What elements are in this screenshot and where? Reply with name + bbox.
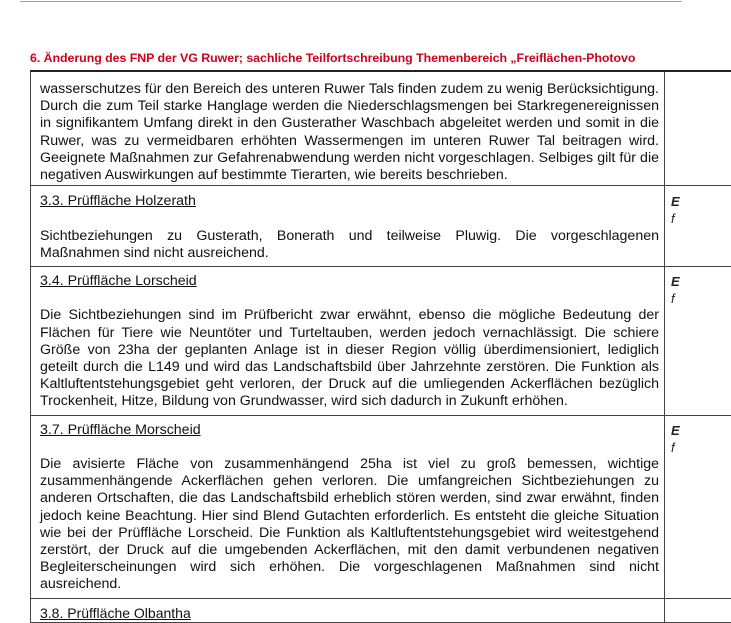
table-cell-side (665, 186, 731, 266)
section-heading: 3.3. Prüffläche Holzerath (40, 193, 196, 210)
table-cell-text (31, 72, 665, 185)
paragraph: Die Sichtbeziehungen sind im Prüfbericht zwar erwähnt, ebenso die mögliche Bedeutung der Flächen für Tiere wie Neuntöter und Turteltauben, werden jedoch vernachlässigt. Die schiere Größe von 23ha der geplanten Anlage ist in dieser Region völlig überdimensioniert, lediglich geteilt durch die L149 und wird das Landschaftsbild über Jahrzehnte zerstören. Die Funktion als Kaltluftentstehungsgebiet geht verloren, der Druck auf die umliegenden Ackerflächen bezüglich Trockenheit, Hitze, Bildung von Grundwasser, wird sich dadurch in Zukunft erhöhen. (40, 307, 659, 410)
top-rule (20, 1, 682, 2)
document-header: 6. Änderung des FNP der VG Ruwer; sachliche Teilfortschreibung Themenbereich „Freiflächen-Photovo (30, 51, 636, 65)
table-cell-side (665, 72, 731, 185)
table-row (31, 267, 731, 416)
side-text: f (671, 439, 675, 455)
side-text: E (671, 194, 680, 210)
side-text: E (671, 274, 680, 290)
paragraph: Die avisierte Fläche von zusammenhängend 25ha ist viel zu groß bemessen, wichtige zusammenhängende Ackerflächen gehen verloren. Die umfangreichen Sichtbeziehungen zu anderen Ortschaften, die das Landschaftsbild erheblich stören werden, sind zwar erwähnt, finden jedoch keine Beachtung. Hier sind Blend Gutachten erforderlich. Es entsteht die gleiche Situation wie bei der Prüffläche Lorscheid. Die Funktion als Kaltluftentstehungsgebiet wird weitestgehend zerstört, der Druck auf die umgebenden Ackerflächen, mit den damit verbundenen negativen Begleiterscheinungen wird sich erhöhen. Die vorgeschlagenen Maßnahmen sind nicht ausreichend. (40, 456, 659, 593)
paragraph: Sichtbeziehungen zu Gusterath, Bonerath und teilweise Pluwig. Die vorgeschlagenen Maßnahmen sind nicht ausreichend. (40, 227, 659, 261)
table-cell-text (31, 186, 665, 266)
table-cell-side (665, 267, 731, 415)
table-row (31, 416, 731, 599)
comment-table (30, 70, 731, 623)
table-row (31, 186, 731, 267)
side-text: f (671, 291, 675, 307)
side-text: E (671, 422, 680, 438)
table-cell-side (665, 416, 731, 598)
section-heading: 3.8. Prüffläche Olbantha (40, 604, 191, 621)
section-heading: 3.4. Prüffläche Lorscheid (40, 273, 197, 290)
section-heading: 3.7. Prüffläche Morscheid (40, 421, 201, 438)
table-row (31, 599, 731, 623)
table-cell-text (31, 416, 665, 598)
paragraph: wasserschutzes für den Bereich des unteren Ruwer Tals finden zudem zu wenig Berücksichtigung. Durch die zum Teil starke Hanglage werden die Niederschlagsmengen bei Starkregenereignissen in signifikantem Umfang direkt in den Gusterather Waschbach abgeleitet werden und somit in die Ruwer, was zu vermeidbaren erhöhten Wassermengen im unteren Ruwer Tal beitragen wird. Geeignete Maßnahmen zur Gefahrenabwendung werden nicht vorgeschlagen. Selbiges gilt für die negativen Auswirkungen auf bestimmte Tierarten, wie bereits beschrieben. (40, 81, 659, 184)
table-row (31, 72, 731, 186)
table-cell-text (31, 599, 665, 622)
table-cell-side (665, 599, 731, 622)
side-text: f (671, 211, 675, 227)
table-cell-text (31, 267, 665, 415)
